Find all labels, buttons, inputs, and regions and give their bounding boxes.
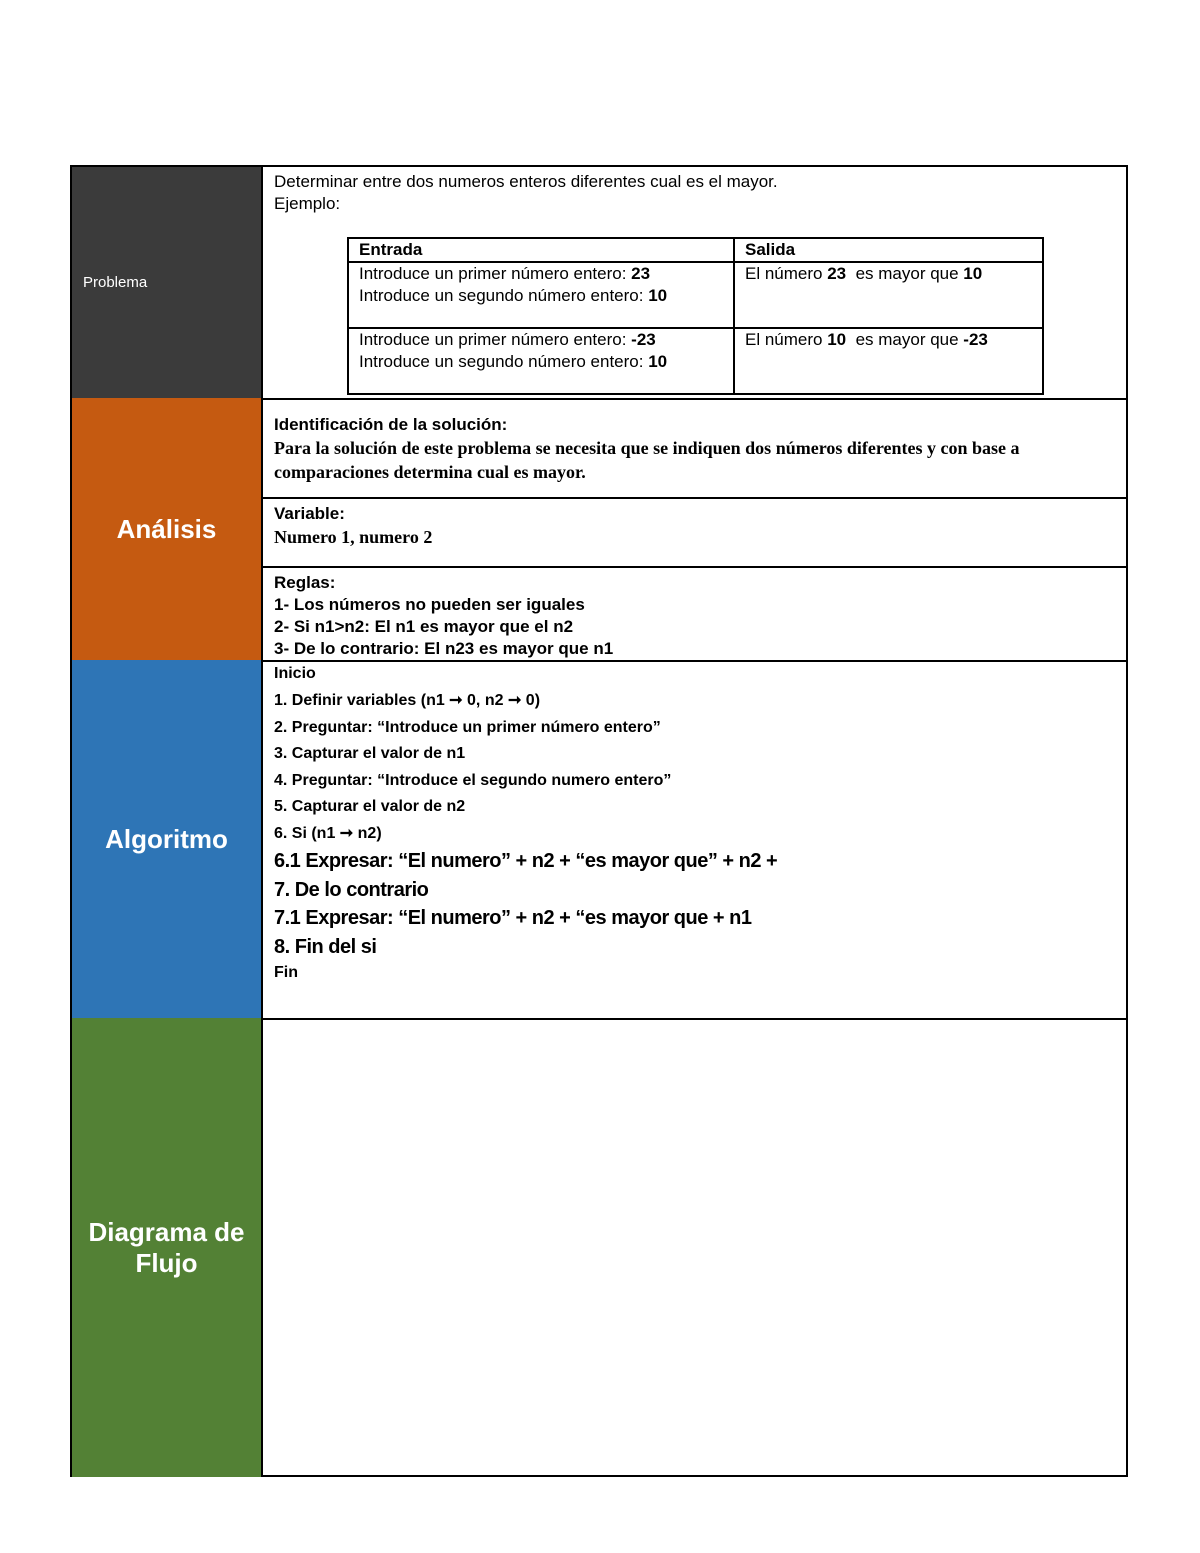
algoritmo-row [72, 660, 1126, 1020]
problema-description: Determinar entre dos numeros enteros diferentes cual es el mayor. [274, 172, 778, 191]
entrada-cell [348, 328, 734, 394]
regla-item: 2- Si n1>n2: El n1 es mayor que el n2 [274, 617, 574, 636]
algoritmo-content [263, 660, 1126, 1018]
header-entrada: Entrada [348, 238, 734, 262]
variable-section [263, 499, 1126, 568]
algo-step: 7.1 Expresar: “El numero” + n2 + “es mayor que + n1 [274, 907, 752, 929]
salida-text: es mayor que [846, 264, 964, 283]
problema-row [72, 167, 1126, 400]
algo-step: 2. Preguntar: “Introduce un primer número entero” [274, 718, 661, 736]
table-row [348, 262, 1043, 328]
diagrama-content-area [263, 1018, 1126, 1477]
algo-step: 6.1 Expresar: “El numero” + n2 + “es mayor que” + n2 + [274, 850, 778, 872]
entrada-cell [348, 262, 734, 328]
entrada-prompt: Introduce un segundo número entero: [359, 352, 649, 371]
analisis-row [72, 398, 1126, 662]
diagrama-label-line1: Diagrama de [88, 1216, 245, 1247]
salida-value: 23 [827, 264, 847, 283]
example-table-header [348, 238, 1043, 262]
algoritmo-label: Algoritmo [72, 660, 263, 1018]
variable-title: Variable: [274, 504, 345, 523]
salida-cell [734, 262, 1043, 328]
algo-step: 6. Si (n1 ➞ n2) [274, 824, 382, 842]
analisis-content [263, 398, 1126, 660]
reglas-section [263, 568, 1126, 660]
diagrama-row [72, 1018, 1126, 1477]
salida-text: es mayor que [846, 330, 964, 349]
algo-step: 4. Preguntar: “Introduce el segundo numero entero” [274, 771, 672, 789]
identificacion-title: Identificación de la solución: [274, 415, 508, 434]
diagrama-label-line2: Flujo [135, 1247, 198, 1278]
salida-value: -23 [963, 330, 988, 349]
algo-inicio: Inicio [274, 665, 316, 682]
problema-label: Problema [72, 167, 263, 398]
entrada-value: 10 [648, 352, 668, 371]
reglas-title: Reglas: [274, 573, 336, 592]
entrada-value: -23 [631, 330, 656, 349]
entrada-prompt: Introduce un primer número entero: [359, 330, 632, 349]
analisis-label: Análisis [72, 398, 263, 660]
entrada-value: 10 [648, 286, 668, 305]
header-salida: Salida [734, 238, 1043, 262]
salida-cell [734, 328, 1043, 394]
salida-value: 10 [827, 330, 847, 349]
example-table [347, 237, 1044, 395]
entrada-prompt: Introduce un segundo número entero: [359, 286, 649, 305]
entrada-prompt: Introduce un primer número entero: [359, 264, 632, 283]
salida-text: El número [745, 264, 828, 283]
algo-step: 3. Capturar el valor de n1 [274, 745, 466, 762]
problema-ejemplo: Ejemplo: [274, 194, 341, 213]
diagrama-label [72, 1018, 263, 1477]
algo-step: 7. De lo contrario [274, 878, 429, 901]
problema-text [274, 171, 778, 215]
regla-item: 3- De lo contrario: El n23 es mayor que n1 [274, 639, 614, 658]
table-row [348, 328, 1043, 394]
algo-fin: Fin [274, 964, 298, 981]
entrada-value: 23 [631, 264, 651, 283]
regla-item: 1- Los números no pueden ser iguales [274, 595, 585, 614]
salida-text: El número [745, 330, 828, 349]
solution-sheet [70, 165, 1128, 1477]
algo-step: 5. Capturar el valor de n2 [274, 798, 466, 815]
algo-step: 8. Fin del si [274, 935, 377, 958]
identificacion-text: Para la solución de este problema se necesita que se indiquen dos números diferentes y con base a comparaciones determina cual es mayor. [274, 438, 1020, 482]
algorithm-steps [274, 664, 777, 985]
salida-value: 10 [963, 264, 983, 283]
identificacion-section [263, 398, 1126, 499]
problema-content [263, 167, 1126, 398]
algo-step: 1. Definir variables (n1 ➞ 0, n2 ➞ 0) [274, 692, 541, 709]
variable-text: Numero 1, numero 2 [274, 527, 433, 547]
